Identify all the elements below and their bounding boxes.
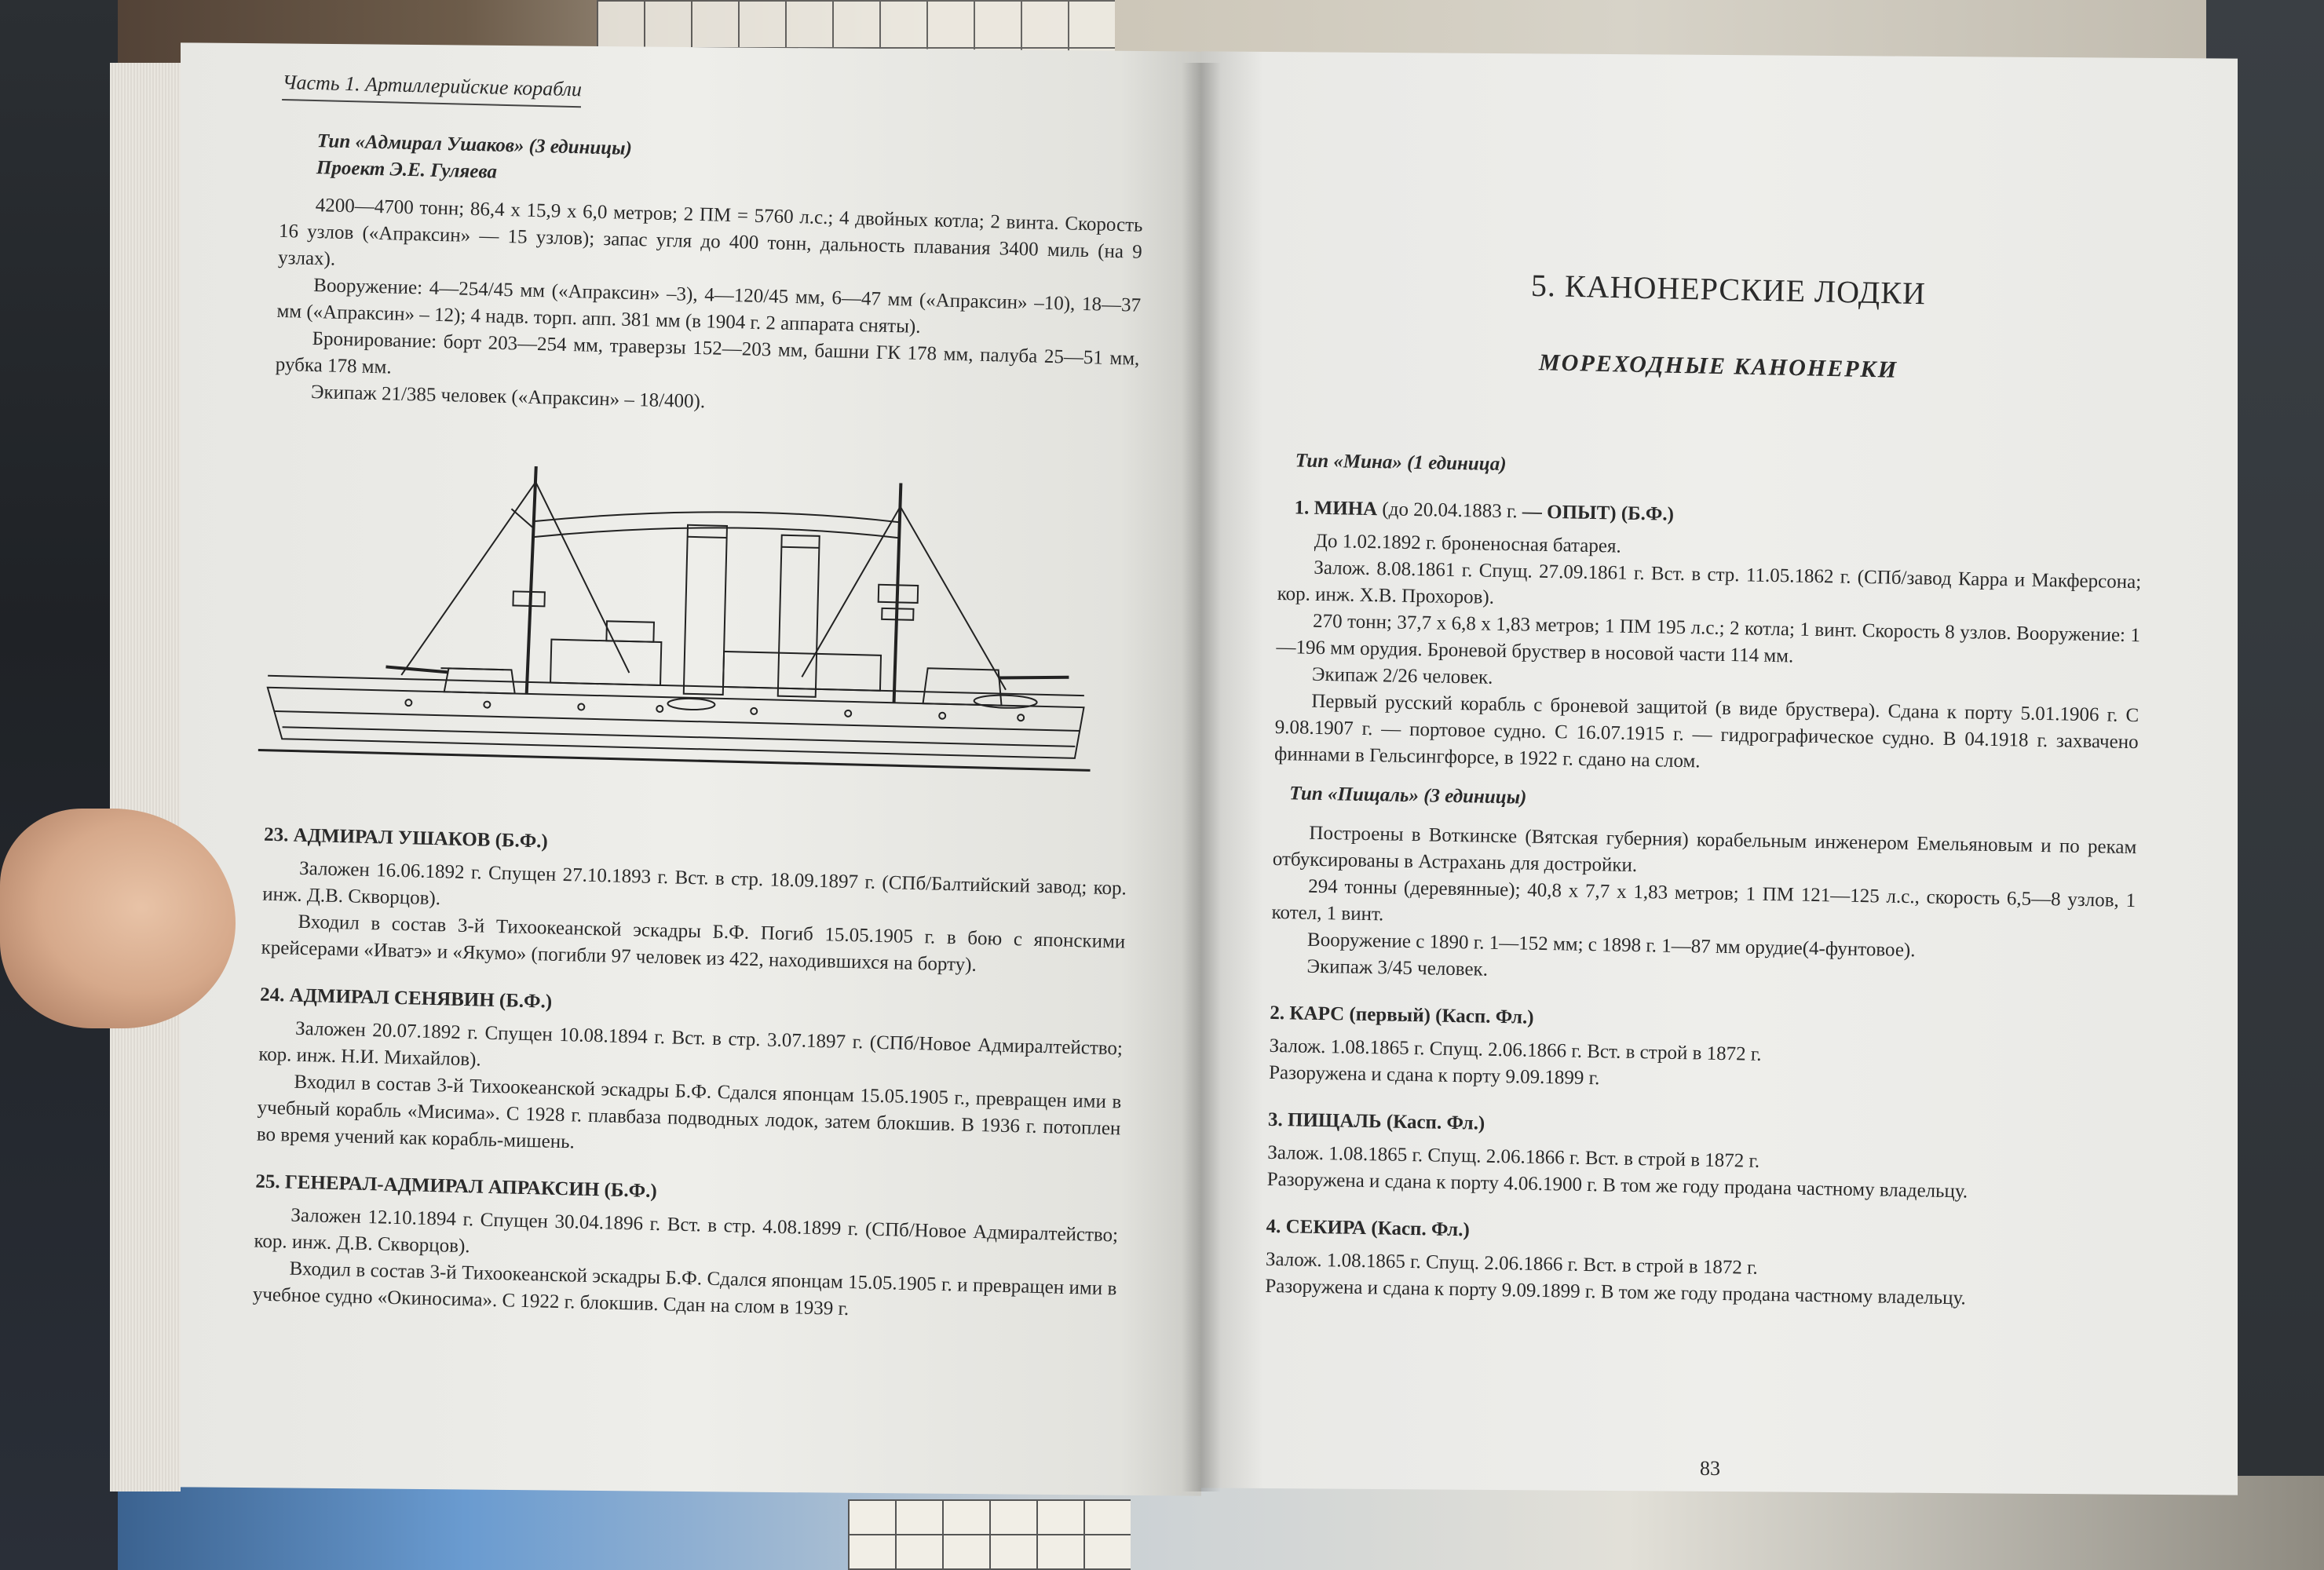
- chapter-title: 5. КАНОНЕРСКИЕ ЛОДКИ: [1530, 267, 1927, 312]
- ship-paragraph: Первый русский корабль с броневой защитой (в виде бруствера). Сдана к порту 5.01.1906 г. С 9.08.1907 г. — портовое судно. С 16.07.1915 г. — гидрографическое судно. В 04.1918 г. захвачено финнами в Гельсингфорсе, в 1922 г. сдано на слом.: [1273, 690, 2139, 772]
- ship-paragraph: Входил в состав 3-й Тихоокеанской эскадры Б.Ф. Погиб 15.05.1905 г. в бою с японскими крейсерами «Иватэ» и «Якумо» (погибли 97 человек из 422, находившихся на борту).: [261, 911, 1126, 976]
- project-heading: Проект Э.Е. Гуляева: [316, 157, 498, 183]
- type-heading: Тип «Адмирал Ушаков» (3 единицы): [316, 130, 633, 159]
- ship-title: 25. ГЕНЕРАЛ-АДМИРАЛ АПРАКСИН (Б.Ф.): [255, 1170, 658, 1203]
- ship-paragraph: Разоружена и сдана к порту 9.09.1899 г. В том же году продана частному владельцу.: [1265, 1275, 1967, 1309]
- page-number: 83: [1700, 1457, 1720, 1480]
- ship-paragraph: Входил в состав 3-й Тихоокеанской эскадры Б.Ф. Сдался японцам 15.05.1905 г., превращен ими в учебный корабль «Мисима». С 1928 г. плавбаза подводных лодок, затем блокшив. В 1936 г. потоплен во время учений как корабль-мишень.: [256, 1071, 1122, 1153]
- book-page-edges: [110, 63, 181, 1492]
- ship-title-suffix: — ОПЫТ) (Б.Ф.): [1522, 501, 1675, 525]
- ship-paragraph: Заложен 12.10.1894 г. Спущен 30.04.1896 г. Вст. в стр. 4.08.1899 г. (СПб/Новое Адмиралтейство; кор. инж. Д.В. Скворцов).: [254, 1204, 1119, 1258]
- spec-paragraph: Бронирование: борт 203—254 мм, траверзы 152—203 мм, башни ГК 178 мм, палуба 25—51 мм, рубка 178 мм.: [275, 328, 1140, 378]
- ship-paragraph: До 1.02.1892 г. броненосная батарея.: [1314, 530, 1621, 557]
- ship-drawing: [250, 428, 1105, 794]
- book-gutter: [1182, 63, 1221, 1492]
- ship-title-note: (до 20.04.1883 г.: [1376, 498, 1523, 523]
- ship-paragraph: Заложен 16.06.1892 г. Спущен 27.10.1893 г. Вст. в стр. 18.09.1897 г. (СПб/Балтийский завод; кор. инж. Д.В. Скворцов).: [262, 857, 1127, 910]
- type-paragraph: Вооружение с 1890 г. 1—152 мм; с 1898 г. 1—87 мм орудие(4-фунтовое).: [1306, 929, 1916, 962]
- type-paragraph: Экипаж 3/45 человек.: [1306, 955, 1489, 980]
- type-paragraph: Построены в Воткинске (Вятская губерния) корабельным инженером Емельяновым и по рекам отбуксированы в Астрахань для достройки.: [1272, 822, 2137, 877]
- right-page-content: [1265, 447, 2143, 1315]
- type-heading: Тип «Мина» (1 единица): [1295, 450, 1507, 476]
- ship-paragraph: Залож. 1.08.1865 г. Спущ. 2.06.1866 г. Вст. в строй в 1872 г.: [1267, 1141, 1760, 1172]
- ship-paragraph: Залож. 1.08.1865 г. Спущ. 2.06.1866 г. Вст. в строй в 1872 г.: [1265, 1248, 1759, 1279]
- spec-paragraph: Вооружение: 4—254/45 мм («Апраксин» –3), 4—120/45 мм, 6—47 мм («Апраксин» –10), 18—37 мм («Апраксин» – 12); 4 надв. торп. апп. 381 мм (в 1904 г. 2 аппарата сняты).: [276, 275, 1142, 338]
- spec-paragraph: Экипаж 21/385 человек («Апраксин» – 18/400).: [310, 382, 706, 413]
- ship-title: 23. АДМИРАЛ УШАКОВ (Б.Ф.): [263, 823, 549, 853]
- left-page-content: [252, 71, 1146, 1329]
- running-head: Часть 1. Артиллерийские корабли: [282, 71, 582, 108]
- ship-paragraph: Разоружена и сдана к порту 9.09.1899 г.: [1268, 1061, 1600, 1090]
- ship-paragraph: Входил в состав 3-й Тихоокеанской эскадры Б.Ф. Сдался японцам 15.05.1905 г. и превращен ими в учебное судно «Окиносима». С 1922 г. блокшив. Сдан на слом в 1939 г.: [252, 1258, 1117, 1320]
- ship-paragraph: Залож. 8.08.1861 г. Спущ. 27.09.1861 г. Вст. в стр. 11.05.1862 г. (СПб/завод Карра и Макферсона; кор. инж. Х.В. Прохоров).: [1277, 557, 2142, 608]
- type-heading: Тип «Пищаль» (3 единицы): [1289, 783, 1527, 809]
- ship-title: 24. АДМИРАЛ СЕНЯВИН (Б.Ф.): [259, 984, 553, 1013]
- ship-title: 2. КАРС (первый) (Касп. Фл.): [1270, 1002, 1534, 1028]
- ship-title: 4. СЕКИРА (Касп. Фл.): [1266, 1215, 1471, 1241]
- ship-paragraph: 270 тонн; 37,7 х 6,8 х 1,83 метров; 1 ПМ 195 л.с.; 2 котла; 1 винт. Скорость 8 узлов. Вооружение: 1—196 мм орудия. Броневой бруствер в носовой части 114 мм.: [1276, 610, 2141, 667]
- ship-paragraph: Залож. 1.08.1865 г. Спущ. 2.06.1866 г. Вст. в строй в 1872 г.: [1269, 1035, 1762, 1065]
- type-paragraph: 294 тонны (деревянные); 40,8 х 7,7 х 1,83 метров; 1 ПМ 121—125 л.с., скорость 6,5—8 узлов, 1 котел, 1 винт.: [1271, 875, 2136, 926]
- ship-title: 3. ПИЩАЛЬ (Касп. Фл.): [1267, 1108, 1485, 1134]
- crossword-magazine-bottom: [848, 1499, 1131, 1570]
- ship-paragraph: Экипаж 2/26 человек.: [1311, 663, 1493, 688]
- spec-paragraph: 4200—4700 тонн; 86,4 х 15,9 х 6,0 метров; 2 ПМ = 5760 л.с.; 4 двойных котла; 2 винта. Скорость 16 узлов («Апраксин» — 15 узлов); запас угля до 400 тонн, дальность плавания 3400 миль (на 9 узлах).: [277, 195, 1143, 270]
- ship-title-name: 1. МИНА: [1294, 497, 1378, 520]
- background-left: [0, 0, 118, 1570]
- ship-paragraph: Разоружена и сдана к порту 4.06.1900 г. В том же году продана частному владельцу.: [1266, 1168, 1968, 1203]
- ship-paragraph: Заложен 20.07.1892 г. Спущен 10.08.1894 г. Вст. в стр. 3.07.1897 г. (СПб/Новое Адмиралтейство; кор. инж. Н.И. Михайлов).: [258, 1017, 1124, 1071]
- section-title: МОРЕХОДНЫЕ КАНОНЕРКИ: [1538, 349, 1898, 383]
